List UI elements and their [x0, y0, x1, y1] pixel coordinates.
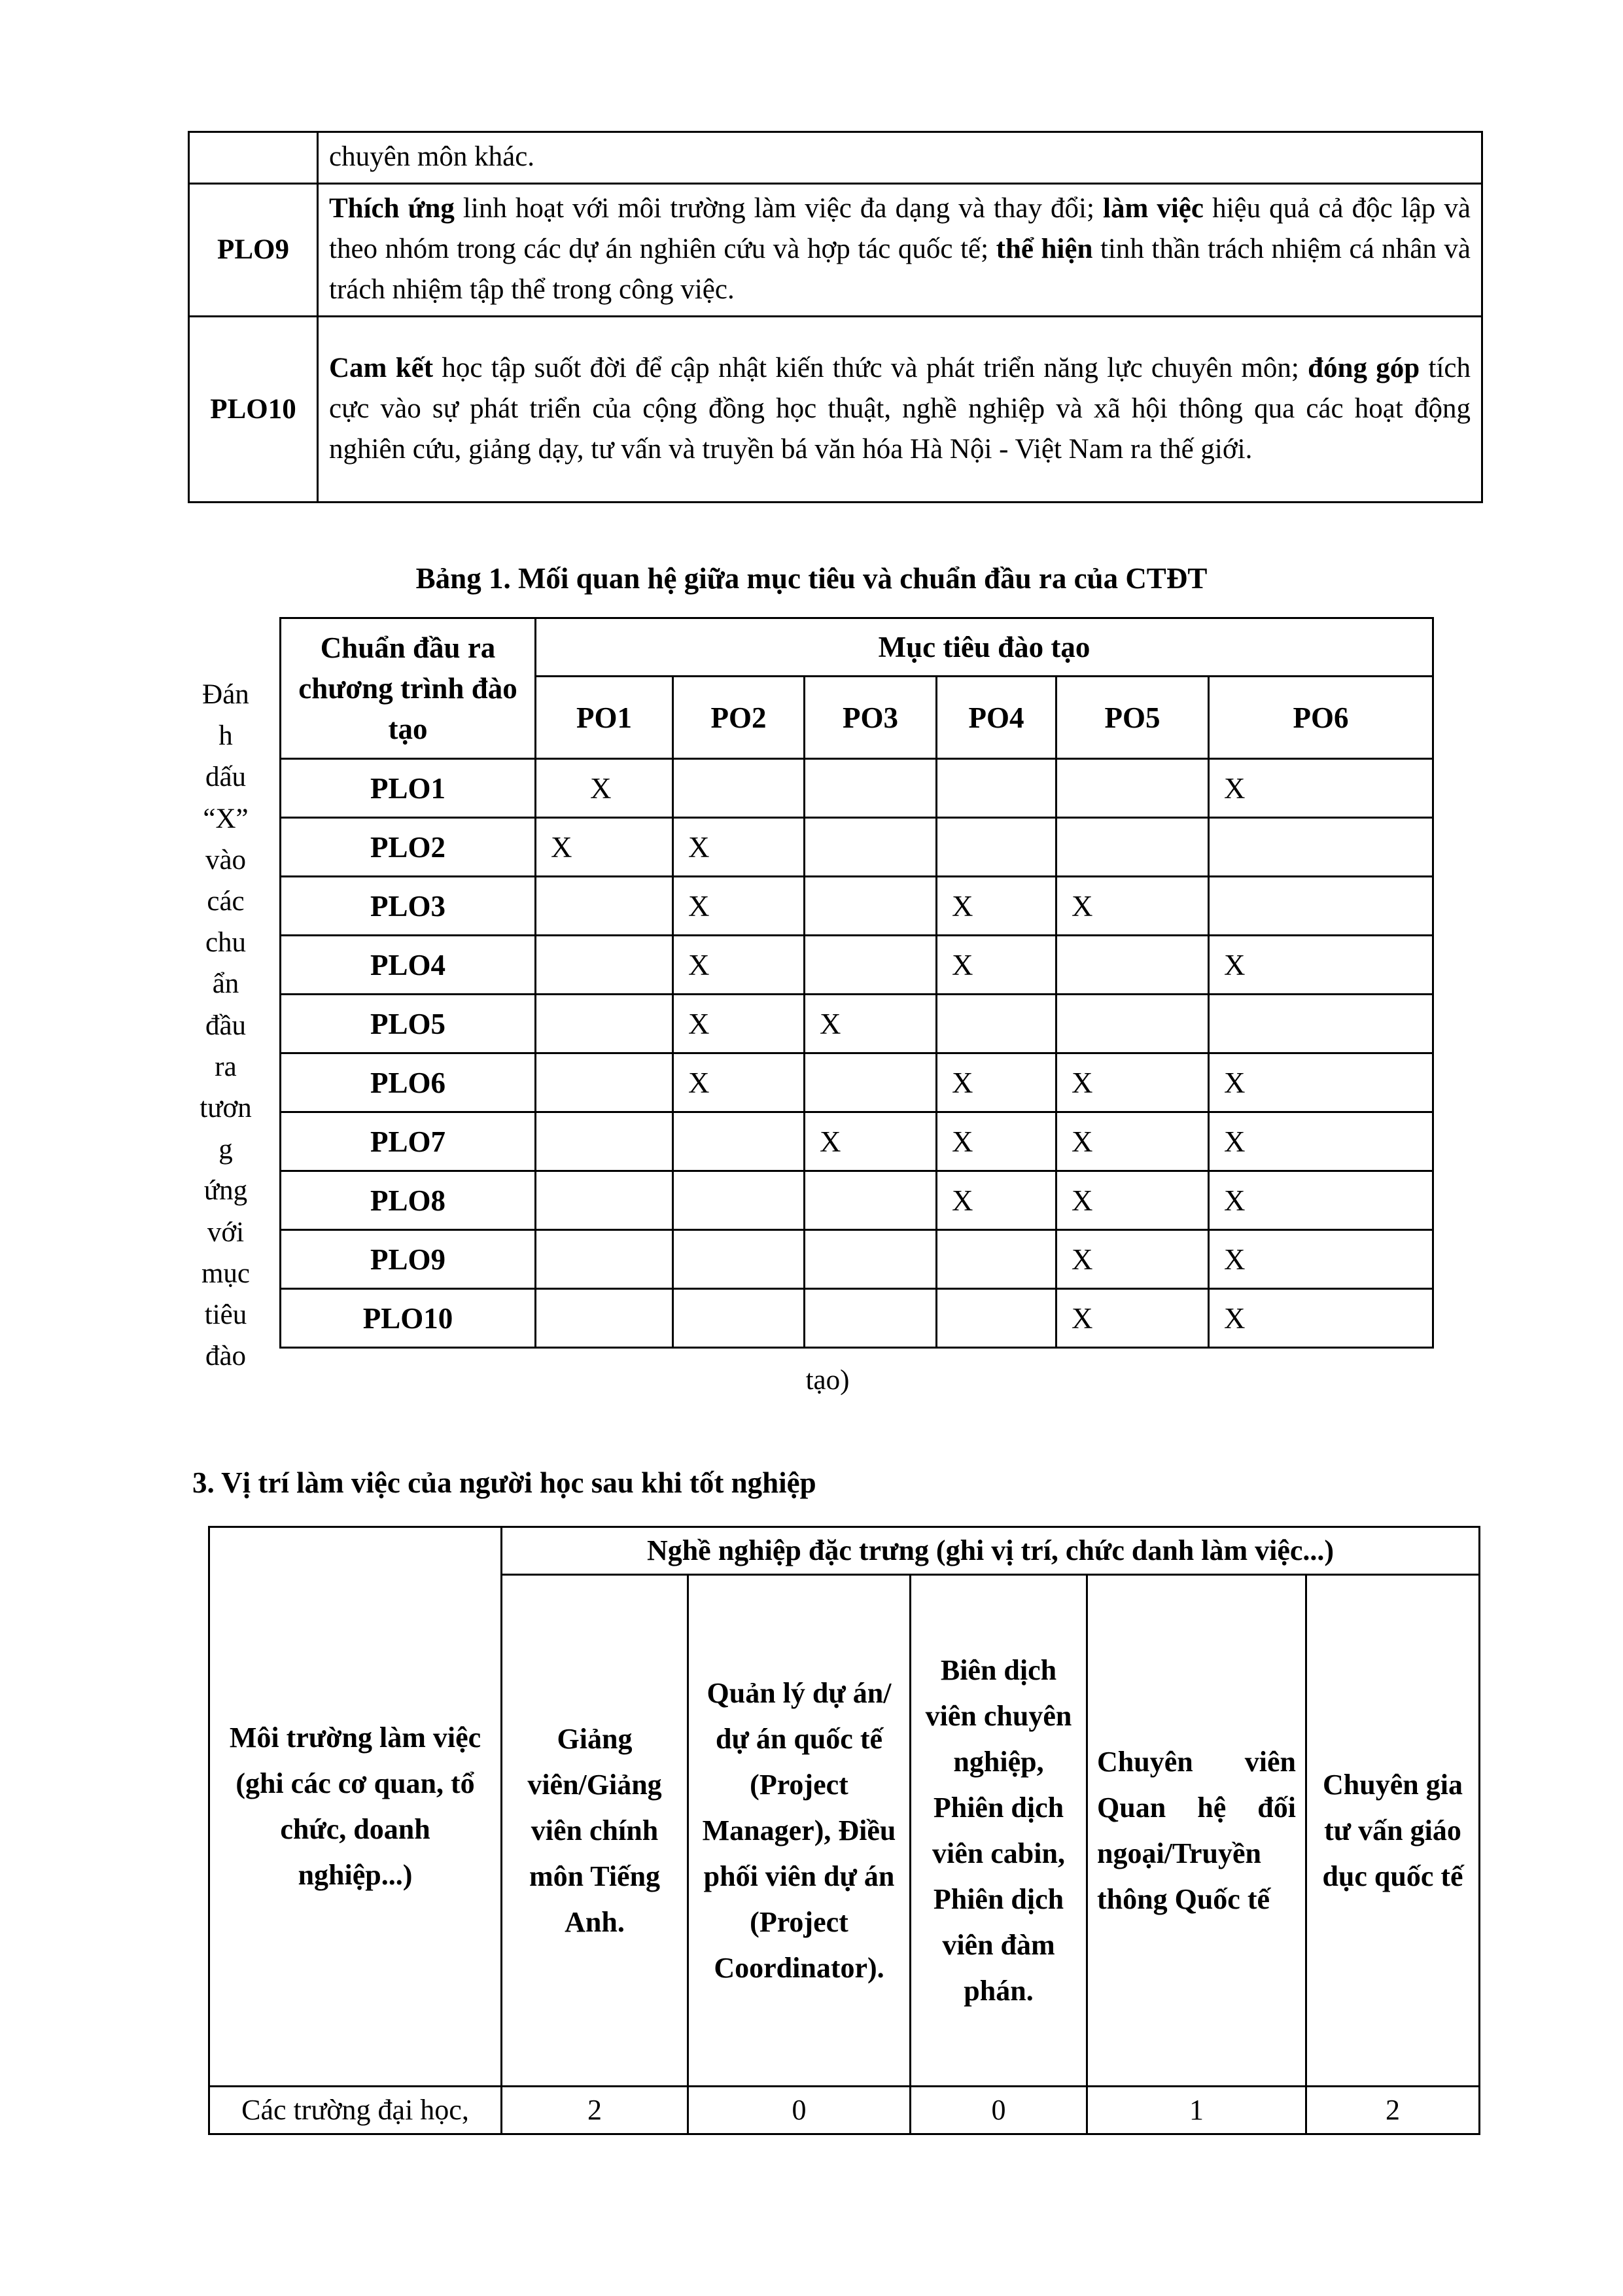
plo-code: PLO10 — [189, 317, 318, 503]
mark-cell — [673, 1230, 805, 1289]
plo-label: PLO6 — [281, 1053, 536, 1112]
table-row — [209, 2087, 1480, 2134]
header-po4: PO4 — [937, 677, 1056, 759]
count-cell: 1 — [1087, 2087, 1306, 2134]
side-note — [186, 674, 265, 1377]
header-plo: Chuẩn đầu ra chương trình đào tạo — [281, 618, 536, 759]
table-row — [281, 995, 1433, 1053]
mark-cell — [1056, 818, 1209, 877]
header-work-environment: Môi trường làm việc (ghi các cơ quan, tổ chức, doanh nghiệp...) — [209, 1527, 502, 2087]
table-row — [281, 936, 1433, 995]
plo-code — [189, 132, 318, 184]
header-occupation: Chuyên viên Quan hệ đối ngoại/Truyền thông Quốc tế — [1087, 1575, 1306, 2087]
side-note-line: với — [207, 1216, 245, 1248]
bold-keyword: đóng góp — [1308, 352, 1420, 383]
mark-cell — [937, 759, 1056, 818]
plo-label: PLO4 — [281, 936, 536, 995]
mark-cell: X — [937, 1171, 1056, 1230]
table-row — [281, 877, 1433, 936]
job-positions-table — [208, 1526, 1480, 2135]
mark-cell — [1056, 936, 1209, 995]
text-segment: học tập suốt đời để cập nhật kiến thức và phát triển năng lực chuyên môn; — [433, 352, 1308, 383]
mark-cell: X — [673, 877, 805, 936]
mark-cell: X — [1056, 1289, 1209, 1348]
mark-cell: X — [536, 818, 673, 877]
header-occupation: Quản lý dự án/ dự án quốc tế (Project Manager), Điều phối viên dự án (Project Coordinator). — [688, 1575, 911, 2087]
side-note-line: ẩn — [212, 968, 239, 1000]
table-header-row — [209, 1527, 1480, 1575]
header-po6: PO6 — [1209, 677, 1433, 759]
text-segment: linh hoạt với môi trường làm việc đa dạng và thay đổi; — [454, 193, 1104, 224]
mark-cell — [673, 759, 805, 818]
side-note-line: mục — [201, 1258, 251, 1289]
mark-cell: X — [1209, 1230, 1433, 1289]
table-row — [281, 1230, 1433, 1289]
mark-cell: X — [536, 759, 673, 818]
mark-cell — [805, 877, 937, 936]
side-note-line: chu — [205, 927, 247, 959]
mark-cell — [937, 1230, 1056, 1289]
mark-cell — [536, 877, 673, 936]
table-row — [281, 818, 1433, 877]
header-occupation: Giảng viên/Giảng viên chính môn Tiếng Anh. — [502, 1575, 688, 2087]
mark-cell — [937, 1289, 1056, 1348]
side-note-line: h — [218, 720, 233, 752]
count-cell: 2 — [502, 2087, 688, 2134]
mark-cell: X — [937, 936, 1056, 995]
text-segment: tinh thần trách nhiệm cá nhân và trách nhiệm tập thể trong công việc. — [329, 234, 1471, 305]
plo-description — [318, 132, 1482, 184]
table-row — [189, 184, 1482, 317]
mark-cell — [1056, 995, 1209, 1053]
table-row — [281, 759, 1433, 818]
side-note-line: vào — [205, 844, 247, 875]
side-note-line: tiêu — [204, 1299, 247, 1331]
mark-cell: X — [1056, 877, 1209, 936]
plo-label: PLO7 — [281, 1112, 536, 1171]
work-environment: Các trường đại học, — [209, 2087, 502, 2134]
mark-cell — [937, 995, 1056, 1053]
plo-description-table — [188, 131, 1483, 503]
header-po1: PO1 — [536, 677, 673, 759]
side-note-line: “X” — [203, 803, 249, 834]
plo-code: PLO9 — [189, 184, 318, 317]
mark-cell: X — [937, 877, 1056, 936]
mark-cell — [805, 936, 937, 995]
count-cell: 2 — [1306, 2087, 1480, 2134]
header-po3: PO3 — [805, 677, 937, 759]
mark-cell — [673, 1112, 805, 1171]
mark-cell — [536, 1053, 673, 1112]
mark-cell: X — [1056, 1230, 1209, 1289]
side-note-line: Đán — [202, 679, 249, 710]
side-note-tail: tạo) — [805, 1365, 850, 1396]
count-cell: 0 — [688, 2087, 911, 2134]
mark-cell — [1209, 818, 1433, 877]
mark-cell — [536, 1289, 673, 1348]
mark-cell: X — [673, 1053, 805, 1112]
plo-label: PLO2 — [281, 818, 536, 877]
header-group-occupations: Nghề nghiệp đặc trưng (ghi vị trí, chức danh làm việc...) — [502, 1527, 1480, 1575]
mark-cell — [1209, 877, 1433, 936]
mark-cell: X — [1056, 1171, 1209, 1230]
bold-keyword: làm việc — [1103, 193, 1204, 224]
mark-cell — [536, 995, 673, 1053]
text-segment: hiệu quả cả độc lập và theo nhóm trong các dự án nghiên cứu và hợp tác quốc tế; — [329, 193, 1471, 264]
mark-cell: X — [805, 1112, 937, 1171]
mark-cell — [805, 1230, 937, 1289]
mark-cell — [536, 1171, 673, 1230]
mark-cell: X — [673, 995, 805, 1053]
table-row — [281, 1289, 1433, 1348]
mark-cell — [536, 936, 673, 995]
bold-keyword: Thích ứng — [329, 193, 455, 224]
plo-label: PLO5 — [281, 995, 536, 1053]
mark-cell: X — [1209, 1053, 1433, 1112]
mark-cell — [536, 1230, 673, 1289]
side-note-line: g — [218, 1134, 233, 1165]
table-caption: Bảng 1. Mối quan hệ giữa mục tiêu và chuẩn đầu ra của CTĐT — [415, 562, 1208, 595]
text-segment: tích cực vào sự phát triển của cộng đồng học thuật, nghề nghiệp và xã hội thông qua các hoạt động nghiên cứu, giảng dạy, tư vấn và truyền bá văn hóa Hà Nội - Việt Nam ra thế giới. — [329, 352, 1471, 465]
mark-cell — [805, 1053, 937, 1112]
header-group-objectives: Mục tiêu đào tạo — [536, 618, 1433, 677]
mark-cell — [673, 1289, 805, 1348]
plo-po-mapping-table — [279, 617, 1434, 1349]
mark-cell — [805, 1289, 937, 1348]
mark-cell: X — [937, 1112, 1056, 1171]
mark-cell — [805, 818, 937, 877]
mark-cell: X — [1209, 1171, 1433, 1230]
table-row — [189, 317, 1482, 503]
plo-label: PLO9 — [281, 1230, 536, 1289]
bold-keyword: thể hiện — [996, 234, 1093, 264]
mark-cell: X — [805, 995, 937, 1053]
mark-cell — [805, 759, 937, 818]
table-header-row — [281, 618, 1433, 677]
plo-description — [318, 184, 1482, 317]
mark-cell: X — [673, 818, 805, 877]
side-note-line: dấu — [205, 762, 247, 793]
header-po5: PO5 — [1056, 677, 1209, 759]
header-occupation: Chuyên gia tư vấn giáo dục quốc tế — [1306, 1575, 1480, 2087]
plo-label: PLO1 — [281, 759, 536, 818]
side-note-line: đầu — [205, 1010, 247, 1041]
mark-cell — [805, 1171, 937, 1230]
count-cell: 0 — [911, 2087, 1087, 2134]
header-occupation: Biên dịch viên chuyên nghiệp, Phiên dịch viên cabin, Phiên dịch viên đàm phán. — [911, 1575, 1087, 2087]
mark-cell — [1056, 759, 1209, 818]
table-row — [281, 1171, 1433, 1230]
table-row — [281, 1112, 1433, 1171]
side-note-line: tươn — [200, 1093, 252, 1124]
side-note-line: đào — [205, 1341, 247, 1372]
plo-label: PLO3 — [281, 877, 536, 936]
section-heading: 3. Vị trí làm việc của người học sau khi tốt nghiệp — [192, 1466, 816, 1499]
side-note-line: các — [207, 886, 245, 917]
mark-cell: X — [1209, 936, 1433, 995]
mark-cell — [673, 1171, 805, 1230]
mark-cell — [1209, 995, 1433, 1053]
mark-cell: X — [1209, 1289, 1433, 1348]
mark-cell: X — [1209, 1112, 1433, 1171]
side-note-line: ứng — [203, 1175, 248, 1207]
header-po2: PO2 — [673, 677, 805, 759]
plo-description — [318, 317, 1482, 503]
mark-cell — [536, 1112, 673, 1171]
mark-cell: X — [937, 1053, 1056, 1112]
mark-cell: X — [1056, 1112, 1209, 1171]
mark-cell — [937, 818, 1056, 877]
mark-cell: X — [1056, 1053, 1209, 1112]
text-segment: chuyên môn khác. — [329, 141, 535, 172]
table-row — [281, 1053, 1433, 1112]
mark-cell: X — [673, 936, 805, 995]
plo-label: PLO8 — [281, 1171, 536, 1230]
table-row — [189, 132, 1482, 184]
mark-cell: X — [1209, 759, 1433, 818]
bold-keyword: Cam kết — [329, 352, 434, 383]
plo-label: PLO10 — [281, 1289, 536, 1348]
side-note-line: ra — [215, 1051, 237, 1082]
